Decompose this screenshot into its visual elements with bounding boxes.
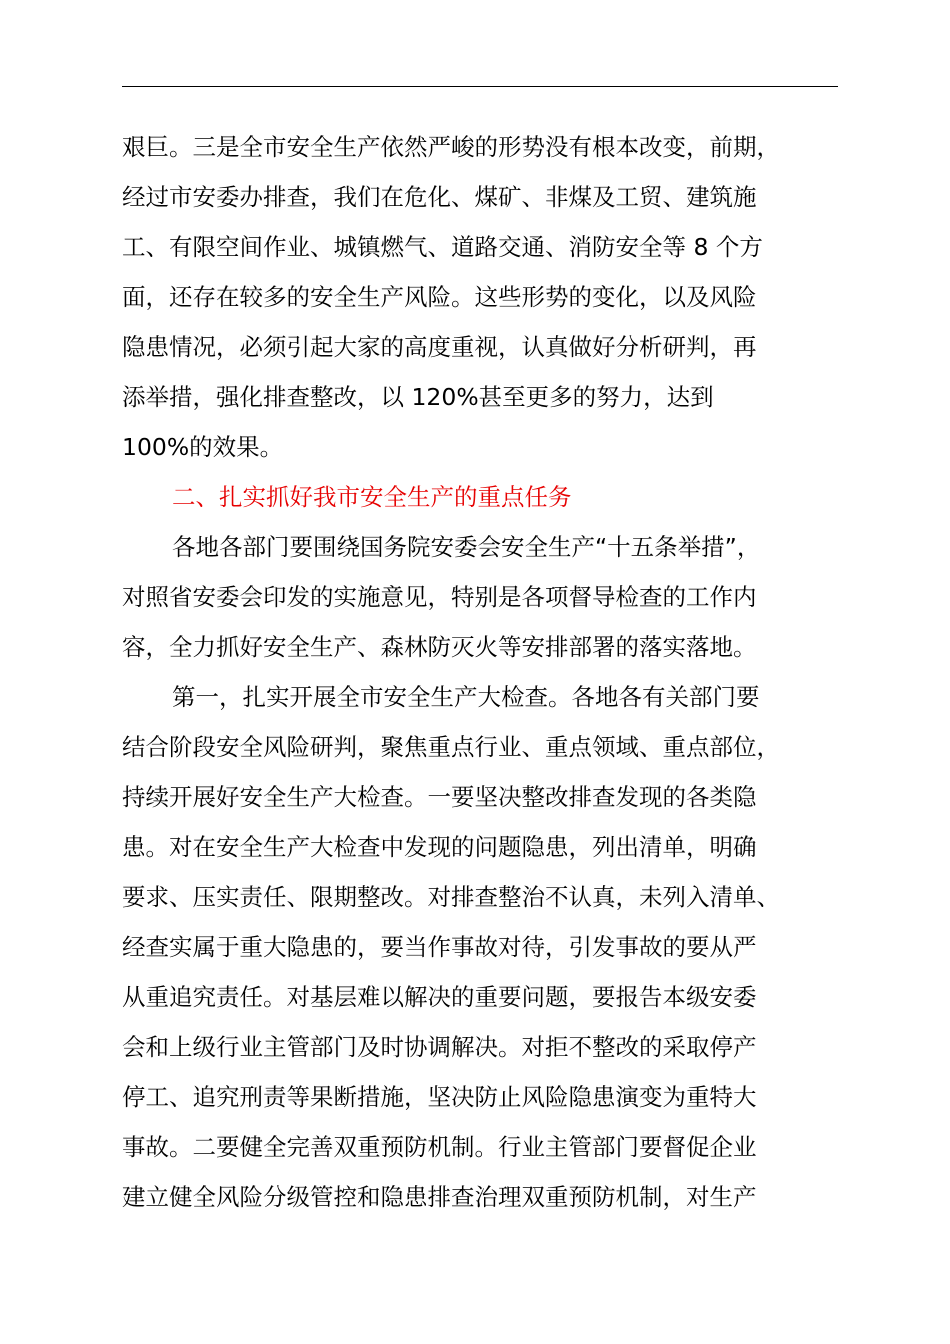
paragraph-line: 建立健全风险分级管控和隐患排查治理双重预防机制，对生产 [122,1183,757,1211]
paragraph-line: 工、有限空间作业、城镇燃气、道路交通、消防安全等 8 个方 [122,233,763,261]
paragraph-line: 各地各部门要围绕国务院安委会安全生产“十五条举措”， [172,533,761,561]
paragraph-line: 第一，扎实开展全市安全生产大检查。各地各有关部门要 [172,683,760,711]
section-heading: 二、扎实抓好我市安全生产的重点任务 [172,483,572,511]
paragraph-line: 经过市安委办排查，我们在危化、煤矿、非煤及工贸、建筑施 [122,183,757,211]
paragraph-line: 从重追究责任。对基层难以解决的重要问题，要报告本级安委 [122,983,757,1011]
paragraph-line: 要求、压实责任、限期整改。对排查整治不认真，未列入清单、 [122,883,780,911]
paragraph-line: 经查实属于重大隐患的，要当作事故对待，引发事故的要从严 [122,933,757,961]
paragraph-line: 100%的效果。 [122,433,284,461]
header-rule [122,86,838,87]
paragraph-line: 持续开展好安全生产大检查。一要坚决整改排查发现的各类隐 [122,783,757,811]
paragraph-line: 结合阶段安全风险研判，聚焦重点行业、重点领域、重点部位， [122,733,780,761]
paragraph-line: 会和上级行业主管部门及时协调解决。对拒不整改的采取停产 [122,1033,757,1061]
paragraph-line: 停工、追究刑责等果断措施，坚决防止风险隐患演变为重特大 [122,1083,757,1111]
paragraph-line: 容，全力抓好安全生产、森林防灭火等安排部署的落实落地。 [122,633,757,661]
paragraph-line: 对照省安委会印发的实施意见，特别是各项督导检查的工作内 [122,583,757,611]
paragraph-line: 隐患情况，必须引起大家的高度重视，认真做好分析研判，再 [122,333,757,361]
document-body [122,122,838,1222]
paragraph-line: 艰巨。三是全市安全生产依然严峻的形势没有根本改变，前期， [122,133,780,161]
paragraph-line: 面，还存在较多的安全生产风险。这些形势的变化，以及风险 [122,283,757,311]
paragraph-line: 患。对在安全生产大检查中发现的问题隐患，列出清单，明确 [122,833,757,861]
paragraph-line: 事故。二要健全完善双重预防机制。行业主管部门要督促企业 [122,1133,757,1161]
paragraph-line: 添举措，强化排查整改，以 120%甚至更多的努力，达到 [122,383,714,411]
